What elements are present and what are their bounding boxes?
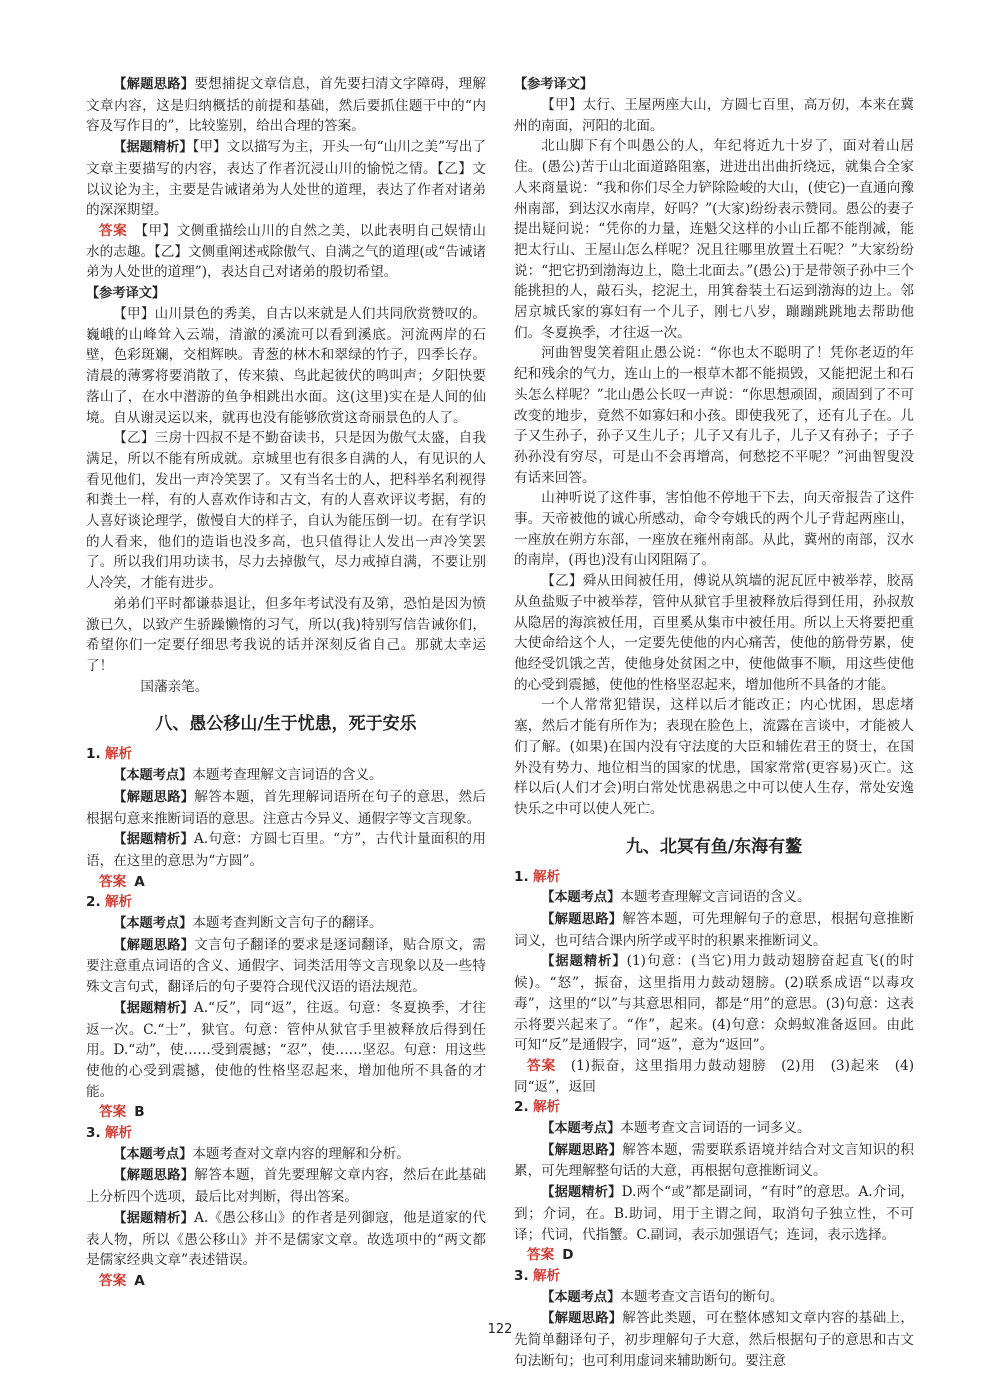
right-ref-para: 【乙】舜从田间被任用，傅说从筑墙的泥瓦匠中被举荐，胶鬲从鱼盐贩子中被举荐，管仲从狱官手里被释放后得到任用，孙叔敖从隐居的海滨被任用，百里奚从集市中被任用。所以上天将要把重大使命给这个人，一定要先使他的内心痛苦，使他的筋骨劳累，使他经受饥饿之苦，使他身处贫困之中，使他做事不顺，用这些使他的心受到震撼，使他的性格坚忍起来，增加他所不具备的才能。 [514, 573, 914, 693]
left-ref-title: 【参考译文】 [86, 286, 166, 302]
page-number: 122 [487, 1322, 513, 1337]
q2-answer: 答案 B [99, 1104, 145, 1121]
right-ref-para: 河曲智叟笑着阻止愚公说：“你也太不聪明了！凭你老迈的年纪和残余的气力，连山上的一根草木都不能损毁，又能把泥土和石头怎么样呢？”北山愚公长叹一声说：“你思想顽固，顽固到了不可改变的地步，竟然不如寡妇和小孩。即使我死了，还有儿子在。儿子又生孙子，孙子又生儿子；儿子又有儿子，儿子又有孙子；子子孙孙没有穷尽，可是山不会再增高，何愁挖不平呢？”河曲智叟没有话来回答。 [514, 345, 914, 486]
q1-bkkd: 【本题考点】本题考查理解文言词语的含义。 [113, 767, 383, 784]
right-ref-para: 山神听说了这件事，害怕他不停地干下去，向天帝报告了这件事。天帝被他的诚心所感动，命令夸娥氏的两个儿子背起两座山，一座放在朔方东部，一座放在雍州南部。从此，冀州的南部，汉水的南岸，(再也)没有山冈阻隔了。 [514, 490, 914, 569]
q2-jtjx: 【据题精析】A.“反”，同“返”，往返。句意：冬夏换季，才往返一次。C.“士”，狱官。句意：管仲从狱官手里被释放后得到任用。D.“动”，使……受到震撼；“忍”，使……坚忍。句意：用这些使他的心受到震撼，使他的性格坚忍起来，增加他所不具备的才能。 [86, 999, 487, 1100]
q3-bkkd: 【本题考点】本题考查对文章内容的理解和分析。 [113, 1145, 410, 1162]
left-ref-para: 弟弟们平时都谦恭退让，但多年考试没有及第，恐怕是因为愤激已久，以致产生骄躁懒惰的习气，所以(我)特别写信告诫你们，希望你们一定要仔细思考我说的话并深刻反省自己。那就太幸运了！ [86, 595, 486, 674]
r-q3-header: 3. 解析 [514, 1267, 561, 1284]
r-q3-bkkd: 【本题考点】本题考查文言语句的断句。 [541, 1288, 784, 1305]
r-q2-answer: 答案 D [527, 1247, 574, 1264]
r-q1-jtsl: 【解题思路】解答本题，可先理解句子的意思，根据句意推断词义，也可结合课内所学或平时的积累来推断词义。 [514, 911, 915, 949]
r-q2-header: 2. 解析 [514, 1099, 561, 1116]
right-ref-para: 【甲】太行、王屋两座大山，方圆七百里，高万仞，本来在冀州的南面，河阳的北面。 [514, 97, 914, 134]
section-heading-9: 九、北冥有鱼/东海有鳌 [625, 836, 803, 857]
q3-answer: 答案 A [99, 1272, 145, 1289]
right-column [514, 74, 914, 1371]
intro-jtjx: 【据题精析】【甲】文以描写为主，开头一句“山川之美”写出了文章主要描写的内容，表达了作者沉浸山川的愉悦之情。【乙】文以议论为主，主要是告诫诸弟为人处世的道理，表达了作者对诸弟的深深期望。 [86, 139, 487, 219]
r-q1-answer: 答案 (1)振奋，这里指用力鼓动翅膀 (2)用 (3)起来 (4)同“返”，返回 [514, 1057, 915, 1095]
q2-bkkd: 【本题考点】本题考查判断文言句子的翻译。 [113, 915, 383, 932]
r-q2-jtjx: 【据题精析】D.两个“或”都是副词，“有时”的意思。A.介词，到；介词，在。B.助词，用于主谓之间，取消句子独立性，不可译；代词，代指蟹。C.副词，表示加强语气；连词，表示选择。 [514, 1184, 915, 1243]
q2-jtsl: 【解题思路】文言句子翻译的要求是逐词翻译，贴合原文，需要注意重点词语的含义、通假字、词类活用等文言现象以及一些特殊文言句式，翻译后的句子要符合现代汉语的语法规范。 [86, 936, 487, 996]
q3-jtsl: 【解题思路】解答本题，首先要理解文章内容，然后在此基础上分析四个选项，最后比对判断，得出答案。 [86, 1167, 487, 1206]
q3-header: 3. 解析 [86, 1125, 133, 1142]
q2-header: 2. 解析 [86, 894, 133, 911]
q1-jtsl: 【解题思路】解答本题，首先理解词语所在句子的意思，然后根据句意来推断词语的意思。注意古今异义、通假字等文言现象。 [86, 788, 487, 827]
right-ref-para: 一个人常常犯错误，这样以后才能改正；内心忧困，思虑堵塞，然后才能有所作为；表现在脸色上，流露在言谈中，才能被人们了解。(如果)在国内没有守法度的大臣和辅佐君王的贤士，在国外没有势力、地位相当的国家的忧患，国家常常(更容易)灭亡。这样以后(人们才会)明白常处忧患祸患之中可以使人生存，常处安逸快乐之中可以使人死亡。 [514, 697, 914, 817]
q1-answer: 答案 A [99, 873, 145, 890]
left-ref-para: 【乙】三房十四叔不是不勤奋读书，只是因为傲气太盛，自我满足，所以不能有所成就。京城里也有很多自满的人，有见识的人看见他们，发出一声冷笑罢了。又有当名士的人，把科举名利视得和粪土一样，有的人喜欢作诗和古文，有的人喜欢评议考据，有的人喜好谈论理学，傲慢自大的样子，自认为能压倒一切。在有学识的人看来，他们的造诣也没多高，也只值得让人发出一声冷笑罢了。所以我们用功读书，尽力去掉傲气，尽力戒掉自满，不要让别人冷笑，才能有进步。 [86, 430, 486, 592]
r-q2-bkkd: 【本题考点】本题考查文言词语的一词多义。 [541, 1120, 811, 1137]
signature: 国藩亲笔。 [140, 678, 209, 695]
r-q1-jtjx: 【据题精析】(1)句意：(当它)用力鼓动翅膀奋起直飞(的时候)。“怒”，振奋，这里指用力鼓动翅膀。(2)联系成语“以毒攻毒”，这里的“以”与其意思相同，都是“用”的意思。(3)句意：这表示将要兴起来了。“作”，起来。(4)句意：众蚂蚁准备返回。由此可知“反”是通假字，同“返”，意为“返回”。 [514, 953, 914, 1054]
right-ref-para: 北山脚下有个叫愚公的人，年纪将近九十岁了，面对着山居住。(愚公)苦于山北面道路阻塞，进进出出曲折绕远，就集合全家人来商量说：“我和你们尽全力铲除险峻的大山，(使它)一直通向豫州南部，到达汉水南岸，好吗？”(大家)纷纷表示赞同。愚公的妻子提出疑问说：“凭你的力量，连魁父这样的小山丘都不能削减，能把太行山、王屋山怎么样呢？况且往哪里放置土石呢？”大家纷纷说：“把它扔到渤海边上，隐土北面去。”(愚公)于是带领子孙中三个能挑担的人，敲石头，挖泥土，用箕畚装土石运到渤海的边上。邻居京城氏家的寡妇有一个儿子，刚七八岁，蹦蹦跳跳地去帮助他们。冬夏换季，才往返一次。 [514, 138, 914, 341]
r-q1-header: 1. 解析 [514, 868, 561, 885]
section-heading-8: 八、愚公移山/生于忧患，死于安乐 [155, 714, 417, 735]
left-column [86, 74, 486, 1292]
intro-jtsl: 【解题思路】要想捕捉文章信息，首先要扫清文字障碍，理解文章内容，这是归纳概括的前提和基础，然后要抓住题干中的“内容及写作目的”，比较鉴别，给出合理的答案。 [86, 76, 487, 135]
r-q3-jtsl: 【解题思路】解答此类题，可在整体感知文章内容的基础上，先简单翻译句子，初步理解句子大意，然后根据句子的意思和古文句法断句；也可利用虚词来辅助断句。要注意 [514, 1310, 915, 1369]
r-q1-bkkd: 【本题考点】本题考查理解文言词语的含义。 [541, 889, 811, 906]
q1-header: 1. 解析 [86, 746, 133, 763]
r-q2-jtsl: 【解题思路】解答本题，需要联系语境并结合对文言知识的积累，可先理解整句话的大意，再根据句意推断词义。 [514, 1141, 915, 1180]
left-ref-para: 【甲】山川景色的秀美，自古以来就是人们共同欣赏赞叹的。巍峨的山峰耸入云端，清澈的溪流可以看到溪底。河流两岸的石壁，色彩斑斓，交相辉映。青葱的林木和翠绿的竹子，四季长存。清晨的薄雾将要消散了，传来猿、鸟此起彼伏的鸣叫声；夕阳快要落山了，在水中潜游的鱼争相跳出水面。这(这里)实在是人间的仙境。自从谢灵运以来，就再也没有能够欣赏这奇丽景色的人了。 [86, 306, 486, 426]
q3-jtjx: 【据题精析】A.《愚公移山》的作者是列御寇，他是道家的代表人物，所以《愚公移山》并不是儒家文章。故选项中的“两文都是儒家经典文章”表述错误。 [86, 1209, 487, 1269]
q1-jtjx: 【据题精析】A.句意：方圆七百里。“方”，古代计量面积的用语，在这里的意思为“方圆”。 [86, 831, 486, 869]
right-ref-title: 【参考译文】 [514, 77, 594, 92]
intro-answer: 答案 【甲】文侧重描绘山川的自然之美，以此表明自己娱情山水的志趣。【乙】文侧重阐述戒除傲气、自满之气的道理(或“告诫诸弟为人处世的道理”)，表达自己对诸弟的殷切希望。 [86, 222, 487, 281]
